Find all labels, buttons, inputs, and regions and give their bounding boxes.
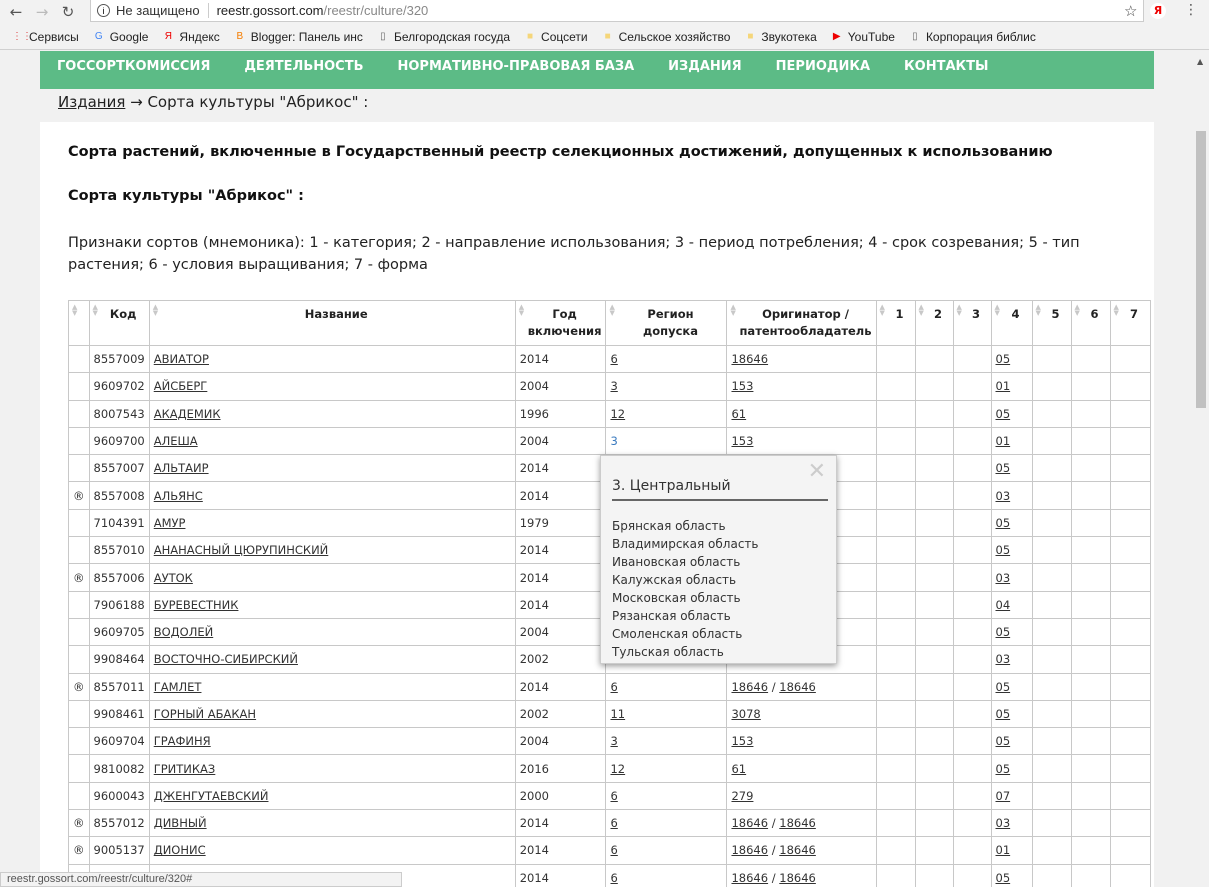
- year-included: 2014: [515, 810, 606, 837]
- bookmarks-bar: [0, 24, 1209, 50]
- nav-item[interactable]: ПЕРИОДИКА: [775, 58, 871, 74]
- region-item: Тульская область: [612, 645, 724, 659]
- variety-code: 9609700: [89, 427, 149, 454]
- browser-chrome: [0, 0, 1209, 50]
- registered-mark: [69, 782, 90, 809]
- variety-code: 8557007: [89, 455, 149, 482]
- trait-4-link[interactable]: 05: [995, 461, 1011, 476]
- column-header-label: 6: [1090, 307, 1099, 321]
- content-card: [40, 122, 1154, 887]
- year-included: 2014: [515, 864, 606, 887]
- originator-link[interactable]: 153: [731, 734, 754, 749]
- originator-link[interactable]: 153: [731, 379, 754, 394]
- scroll-up-icon[interactable]: ▲: [1197, 57, 1204, 66]
- variety-name-link[interactable]: ДИОНИС: [153, 843, 206, 858]
- variety-code: 9609705: [89, 618, 149, 645]
- column-header[interactable]: [876, 301, 915, 346]
- column-header-label: 4: [1011, 307, 1020, 321]
- variety-name-link[interactable]: АНАНАСНЫЙ ЦЮРУПИНСКИЙ: [153, 543, 329, 558]
- bookmark-label: Сервисы: [29, 30, 79, 44]
- variety-code: 9810082: [89, 755, 149, 782]
- nav-item[interactable]: КОНТАКТЫ: [904, 58, 989, 74]
- page-icon: ▯: [380, 31, 386, 42]
- sort-icon[interactable]: ▲ ▼: [730, 303, 736, 317]
- page: [0, 51, 1193, 887]
- variety-code: 9609704: [89, 728, 149, 755]
- originator-link[interactable]: 18646: [731, 870, 769, 885]
- info-icon[interactable]: i: [97, 4, 110, 17]
- region-item: Владимирская область: [612, 537, 759, 551]
- google-icon: G: [94, 31, 103, 42]
- region-link[interactable]: 6: [610, 788, 618, 803]
- trait-4-link[interactable]: 03: [995, 488, 1011, 503]
- variety-name-link[interactable]: ГРАФИНЯ: [153, 734, 211, 749]
- table-row: [69, 346, 1151, 373]
- registered-mark: [69, 346, 90, 373]
- variety-code: 9600043: [89, 782, 149, 809]
- year-included: 2002: [515, 646, 606, 673]
- region-item: Смоленская область: [612, 627, 743, 641]
- column-header-label: Код: [109, 307, 137, 321]
- variety-name-link[interactable]: АЛЕША: [153, 434, 198, 449]
- variety-name-link[interactable]: АЛЬТАИР: [153, 461, 209, 476]
- trait-4-link[interactable]: 03: [995, 652, 1011, 667]
- variety-name-link[interactable]: АМУР: [153, 515, 186, 530]
- security-label: Не защищено: [116, 3, 209, 18]
- registered-mark: [69, 537, 90, 564]
- folder-icon: ■: [527, 31, 534, 42]
- nav-item[interactable]: НОРМАТИВНО-ПРАВОВАЯ БАЗА: [397, 58, 635, 74]
- sort-icon[interactable]: ▲ ▼: [609, 303, 615, 317]
- year-included: 1979: [515, 509, 606, 536]
- region-link[interactable]: 6: [610, 352, 618, 367]
- trait-4-link[interactable]: 07: [995, 788, 1011, 803]
- bookmark-item[interactable]: [909, 30, 1036, 44]
- sort-icon[interactable]: ▲ ▼: [72, 303, 78, 317]
- variety-name-link[interactable]: АУТОК: [153, 570, 193, 585]
- breadcrumb-current: → Сорта культуры "Абрикос" :: [125, 93, 369, 111]
- registered-mark: [69, 509, 90, 536]
- region-link[interactable]: 6: [610, 870, 618, 885]
- sort-icon[interactable]: ▲ ▼: [1035, 303, 1041, 317]
- reload-icon[interactable]: ↻: [61, 3, 75, 21]
- year-included: 2014: [515, 346, 606, 373]
- column-header-label: 1: [895, 307, 904, 321]
- trait-4-link[interactable]: 01: [995, 379, 1011, 394]
- bookmark-label: Blogger: Панель инс: [250, 30, 363, 44]
- trait-4-link[interactable]: 04: [995, 597, 1011, 612]
- registered-mark: [69, 400, 90, 427]
- bookmark-item[interactable]: [524, 30, 588, 44]
- variety-code: 7104391: [89, 509, 149, 536]
- originator-link[interactable]: 18646: [779, 816, 816, 831]
- registered-mark: [69, 591, 90, 618]
- region-popup: [600, 455, 837, 664]
- column-header[interactable]: [1071, 301, 1110, 346]
- sort-icon[interactable]: ▲ ▼: [918, 303, 924, 317]
- originator-link[interactable]: 18646: [779, 679, 816, 694]
- originator-link[interactable]: 18646: [731, 352, 769, 367]
- column-header[interactable]: [1110, 301, 1150, 346]
- folder-icon: ■: [747, 31, 754, 42]
- registered-mark: [69, 455, 90, 482]
- bookmark-item[interactable]: [602, 30, 731, 44]
- region-item: Брянская область: [612, 519, 726, 533]
- trait-4-link[interactable]: 05: [995, 352, 1011, 367]
- sort-icon[interactable]: ▲ ▼: [152, 303, 159, 317]
- registered-mark: [69, 728, 90, 755]
- year-included: 2014: [515, 482, 606, 509]
- column-header[interactable]: [991, 301, 1032, 346]
- close-icon[interactable]: ✕: [807, 459, 826, 484]
- trait-4-link[interactable]: 05: [995, 761, 1011, 776]
- popup-title: 3. Центральный: [612, 478, 828, 501]
- yandex-icon: Я: [164, 31, 173, 42]
- column-header-label: Год включения: [527, 307, 602, 338]
- year-included: 2016: [515, 755, 606, 782]
- trait-4-link[interactable]: 03: [995, 816, 1011, 831]
- year-included: 2004: [515, 373, 606, 400]
- variety-name-link[interactable]: АКАДЕМИК: [153, 406, 221, 421]
- bookmark-label: Соцсети: [541, 30, 588, 44]
- sort-icon[interactable]: ▲ ▼: [1113, 303, 1119, 317]
- region-list: [612, 517, 758, 661]
- bookmark-item[interactable]: [831, 30, 895, 44]
- trait-4-link[interactable]: 05: [995, 625, 1011, 640]
- registered-mark: [69, 618, 90, 645]
- column-header[interactable]: [606, 301, 727, 346]
- table-row: [69, 400, 1151, 427]
- variety-code: 8557012: [89, 810, 149, 837]
- registered-mark: [69, 427, 90, 454]
- registered-mark: ®: [69, 837, 90, 864]
- registered-mark: [69, 755, 90, 782]
- table-row: ® 8557012 ДИВНЫЙ 2014 6 18646 / 18646 03: [69, 810, 1151, 837]
- sort-icon[interactable]: ▲ ▼: [92, 303, 98, 317]
- table-row: 2014 6 18646 / 18646 05: [69, 864, 1151, 887]
- originator-link[interactable]: 61: [731, 406, 747, 421]
- table-row: [69, 373, 1151, 400]
- trait-4-link[interactable]: 05: [995, 734, 1011, 749]
- table-row: [69, 728, 1151, 755]
- url-path: /reestr/culture/320: [323, 3, 429, 18]
- status-bar-url: reestr.gossort.com/reestr/culture/320#: [0, 872, 402, 887]
- trait-4-link[interactable]: 03: [995, 570, 1011, 585]
- nav-item[interactable]: ГОССОРТКОМИССИЯ: [57, 58, 211, 74]
- sort-icon[interactable]: ▲ ▼: [518, 303, 525, 317]
- column-header[interactable]: [915, 301, 953, 346]
- trait-4-link[interactable]: 05: [995, 870, 1011, 885]
- variety-name-link[interactable]: ДЖЕНГУТАЕВСКИЙ: [153, 788, 269, 803]
- originator-link[interactable]: 3078: [731, 707, 761, 721]
- variety-name-link[interactable]: БУРЕВЕСТНИК: [153, 597, 239, 612]
- bookmark-item[interactable]: [12, 30, 79, 44]
- bookmark-label: Корпорация библис: [925, 30, 1036, 44]
- year-included: 2014: [515, 837, 606, 864]
- sort-icon[interactable]: ▲ ▼: [879, 303, 885, 317]
- column-header-label: 2: [933, 307, 942, 321]
- originator-link[interactable]: 18646: [731, 843, 769, 858]
- table-row: ® 9005137 ДИОНИС 2014 6 18646 / 18646 01: [69, 837, 1151, 864]
- year-included: 2014: [515, 455, 606, 482]
- forward-icon[interactable]: →: [35, 3, 49, 21]
- originator-link[interactable]: 18646: [731, 679, 769, 694]
- page-title: Сорта растений, включенные в Государственный реестр селекционных достижений, допущенных к использованию: [68, 144, 1053, 160]
- variety-code: 9908461: [89, 700, 149, 727]
- region-link[interactable]: 6: [610, 816, 618, 831]
- table-row: [69, 427, 1151, 454]
- region-item: Рязанская область: [612, 609, 731, 623]
- column-header[interactable]: [953, 301, 991, 346]
- variety-code: 7906188: [89, 591, 149, 618]
- bookmark-label: Белгородская госуда: [393, 30, 511, 44]
- variety-name-link[interactable]: ГРИТИКАЗ: [153, 761, 216, 776]
- column-header[interactable]: [149, 301, 515, 346]
- region-link[interactable]: 12: [610, 406, 626, 421]
- variety-name-link[interactable]: АЛЬЯНС: [153, 488, 203, 503]
- column-header[interactable]: [515, 301, 606, 346]
- column-header-label: 5: [1051, 307, 1060, 321]
- registered-mark: [69, 646, 90, 673]
- year-included: 2004: [515, 618, 606, 645]
- legend-text: Признаки сортов (мнемоника): 1 - категория; 2 - направление использования; 3 - период потребления; 4 - срок созревания; 5 - тип растения; 6 - условия выращивания; 7 - форма: [68, 235, 1080, 273]
- registered-mark: ®: [69, 564, 90, 591]
- nav-item[interactable]: ИЗДАНИЯ: [668, 58, 742, 74]
- column-header-label: 7: [1129, 307, 1138, 321]
- column-header-label: Название: [304, 307, 368, 321]
- nav-item[interactable]: ДЕЯТЕЛЬНОСТЬ: [244, 58, 364, 74]
- table-row: [69, 782, 1151, 809]
- yandex-extension-icon[interactable]: Я: [1150, 3, 1166, 19]
- page-subtitle: Сорта культуры "Абрикос" :: [68, 188, 304, 204]
- year-included: 2004: [515, 427, 606, 454]
- year-included: 2000: [515, 782, 606, 809]
- column-header-label: 3: [971, 307, 980, 321]
- bookmark-label: Google: [109, 30, 149, 44]
- blogger-icon: B: [236, 31, 244, 42]
- year-included: 2004: [515, 728, 606, 755]
- trait-4-link[interactable]: 05: [995, 707, 1011, 721]
- registered-mark: ®: [69, 673, 90, 700]
- region-link[interactable]: 11: [610, 707, 626, 721]
- region-item: Ивановская область: [612, 555, 741, 569]
- column-header-label: Оригинатор / патентообладатель: [739, 307, 872, 338]
- originator-link[interactable]: 18646: [731, 816, 769, 831]
- breadcrumb: [58, 93, 368, 111]
- region-link[interactable]: 12: [610, 761, 626, 776]
- back-icon[interactable]: ←: [9, 3, 23, 21]
- region-link[interactable]: 6: [610, 679, 618, 694]
- trait-4-link[interactable]: 01: [995, 434, 1011, 449]
- year-included: 2014: [515, 564, 606, 591]
- registered-mark: ®: [69, 810, 90, 837]
- table-row: [69, 755, 1151, 782]
- registered-mark: ®: [69, 482, 90, 509]
- region-link[interactable]: 3: [610, 379, 618, 394]
- bookmark-item[interactable]: [744, 30, 816, 44]
- region-item: Калужская область: [612, 573, 737, 587]
- trait-4-link[interactable]: 05: [995, 679, 1011, 694]
- year-included: 2014: [515, 537, 606, 564]
- variety-name-link[interactable]: ГАМЛЕТ: [153, 679, 202, 694]
- originator-link[interactable]: 153: [731, 434, 754, 449]
- variety-code: 9609702: [89, 373, 149, 400]
- variety-code: 9005137: [89, 837, 149, 864]
- year-included: 2014: [515, 673, 606, 700]
- variety-code: 9908464: [89, 646, 149, 673]
- registered-mark: [69, 700, 90, 727]
- sort-icon[interactable]: ▲ ▼: [1074, 303, 1080, 317]
- apps-icon: ⋮⋮: [12, 31, 32, 42]
- registered-mark: [69, 373, 90, 400]
- region-link[interactable]: 6: [610, 843, 618, 858]
- region-item: Московская область: [612, 591, 741, 605]
- year-included: 1996: [515, 400, 606, 427]
- bookmark-label: YouTube: [847, 30, 895, 44]
- bookmark-star-icon[interactable]: ☆: [1124, 2, 1138, 20]
- page-icon: ▯: [912, 31, 918, 42]
- originator-link[interactable]: 279: [731, 788, 754, 803]
- trait-4-link[interactable]: 05: [995, 406, 1011, 421]
- sort-icon[interactable]: ▲ ▼: [956, 303, 962, 317]
- address-bar[interactable]: [90, 0, 1144, 22]
- main-nav: [40, 51, 1154, 89]
- youtube-icon: ▶: [832, 31, 841, 42]
- bookmark-item[interactable]: [93, 30, 149, 44]
- variety-name-link[interactable]: ГОРНЫЙ АБАКАН: [153, 707, 257, 721]
- bookmark-item[interactable]: [234, 30, 363, 44]
- sort-icon[interactable]: ▲ ▼: [994, 303, 1000, 317]
- variety-code: 8557011: [89, 673, 149, 700]
- originator-link[interactable]: 18646: [779, 843, 816, 858]
- url-host: reestr.gossort.com: [216, 3, 324, 18]
- vertical-scrollbar[interactable]: [1193, 51, 1209, 887]
- year-included: 2014: [515, 591, 606, 618]
- menu-icon[interactable]: ⋮: [1184, 2, 1198, 18]
- variety-name-link[interactable]: АЙСБЕРГ: [153, 379, 208, 394]
- bookmark-label: Сельское хозяйство: [618, 30, 731, 44]
- region-link[interactable]: 3: [610, 434, 618, 449]
- bookmark-label: Звукотека: [761, 30, 817, 44]
- variety-name-link[interactable]: ВОДОЛЕЙ: [153, 625, 214, 640]
- trait-4-link[interactable]: 01: [995, 843, 1011, 858]
- variety-code: 8557010: [89, 537, 149, 564]
- bookmark-item[interactable]: [162, 30, 219, 44]
- column-header[interactable]: [1032, 301, 1071, 346]
- originator-link[interactable]: 18646: [779, 870, 816, 885]
- trait-4-link[interactable]: 05: [995, 515, 1011, 530]
- originator-link[interactable]: 61: [731, 761, 747, 776]
- column-header[interactable]: [89, 301, 149, 346]
- table-row: ® 8557011 ГАМЛЕТ 2014 6 18646 / 18646 05: [69, 673, 1151, 700]
- trait-4-link[interactable]: 05: [995, 543, 1011, 558]
- column-header[interactable]: [69, 301, 90, 346]
- variety-code: 8557006: [89, 564, 149, 591]
- variety-code: 8557009: [89, 346, 149, 373]
- scrollbar-thumb[interactable]: [1196, 131, 1206, 408]
- variety-code: 8557008: [89, 482, 149, 509]
- bookmark-item[interactable]: [377, 30, 510, 44]
- table-row: [69, 700, 1151, 727]
- bookmark-label: Яндекс: [179, 30, 220, 44]
- variety-code: 8007543: [89, 400, 149, 427]
- folder-icon: ■: [604, 31, 611, 42]
- column-header-label: Регион допуска: [642, 307, 698, 338]
- breadcrumb-link[interactable]: Издания: [58, 93, 126, 111]
- variety-name-link[interactable]: ДИВНЫЙ: [153, 816, 207, 831]
- year-included: 2002: [515, 700, 606, 727]
- variety-name-link[interactable]: ВОСТОЧНО-СИБИРСКИЙ: [153, 652, 298, 667]
- variety-name-link[interactable]: АВИАТОР: [153, 352, 209, 367]
- column-header[interactable]: [727, 301, 876, 346]
- region-link[interactable]: 3: [610, 734, 618, 749]
